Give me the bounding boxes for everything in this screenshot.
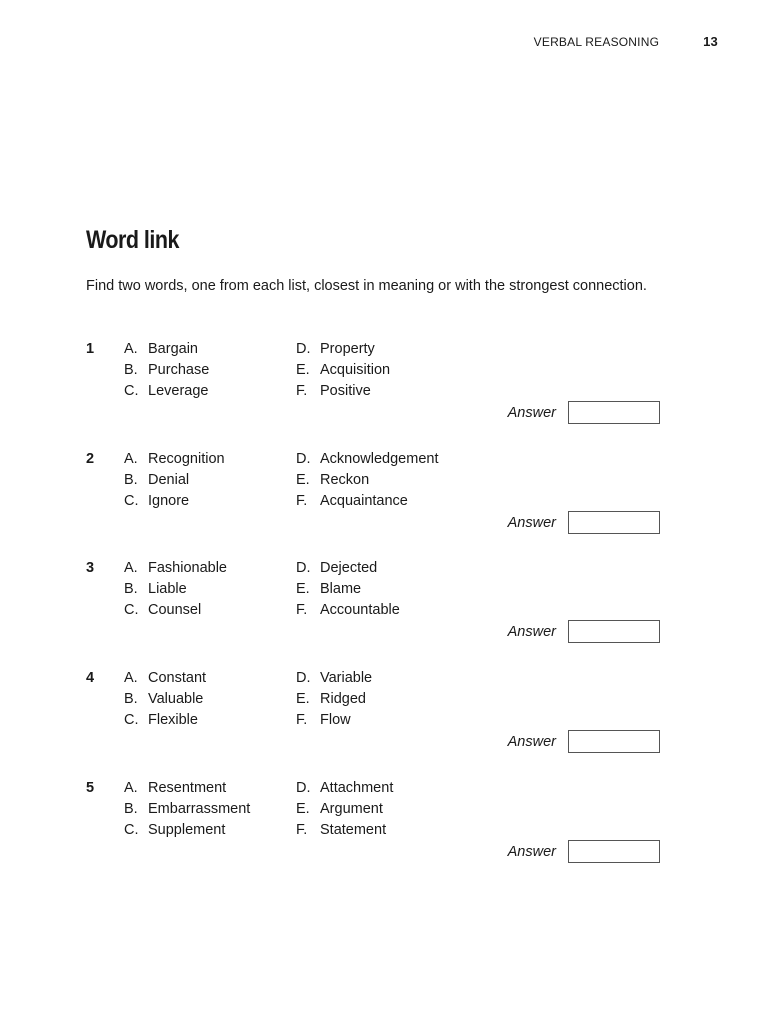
question-3 bbox=[86, 558, 660, 658]
option-letter: A. bbox=[124, 670, 138, 686]
question-2 bbox=[86, 449, 660, 549]
option-word: Resentment bbox=[148, 780, 227, 796]
option-letter: B. bbox=[124, 472, 138, 488]
option-d bbox=[296, 558, 400, 579]
option-letter: E. bbox=[296, 362, 310, 378]
answer-row bbox=[508, 620, 660, 643]
option-letter: A. bbox=[124, 451, 138, 467]
running-head bbox=[534, 34, 718, 49]
option-word: Argument bbox=[320, 801, 383, 817]
option-b bbox=[124, 689, 206, 710]
option-d bbox=[296, 668, 372, 689]
option-letter: D. bbox=[296, 341, 311, 357]
option-letter: B. bbox=[124, 362, 138, 378]
option-c bbox=[124, 710, 206, 731]
option-word: Ridged bbox=[320, 691, 366, 707]
answer-box[interactable] bbox=[568, 511, 660, 534]
option-list-left bbox=[124, 558, 227, 621]
answer-label: Answer bbox=[507, 404, 556, 421]
option-c bbox=[124, 820, 250, 841]
option-letter: F. bbox=[296, 383, 308, 399]
option-c bbox=[124, 600, 227, 621]
option-f bbox=[296, 600, 400, 621]
option-list-right bbox=[296, 668, 372, 731]
option-letter: E. bbox=[296, 472, 310, 488]
option-list-right bbox=[296, 778, 393, 841]
option-list-left bbox=[124, 778, 250, 841]
question-4 bbox=[86, 668, 660, 768]
option-d bbox=[296, 339, 390, 360]
option-letter: B. bbox=[124, 801, 138, 817]
question-number: 5 bbox=[86, 780, 95, 796]
option-b bbox=[124, 799, 250, 820]
option-letter: C. bbox=[124, 493, 139, 509]
answer-row bbox=[508, 730, 660, 753]
answer-box[interactable] bbox=[568, 620, 660, 643]
option-word: Purchase bbox=[148, 362, 210, 378]
option-word: Blame bbox=[320, 581, 362, 597]
option-b bbox=[124, 360, 209, 381]
answer-row bbox=[508, 840, 660, 863]
option-letter: A. bbox=[124, 560, 138, 576]
page-title: Word link bbox=[86, 226, 179, 254]
option-letter: E. bbox=[296, 581, 310, 597]
answer-label: Answer bbox=[507, 514, 556, 531]
option-word: Bargain bbox=[148, 341, 198, 357]
option-letter: E. bbox=[296, 801, 310, 817]
question-1 bbox=[86, 339, 660, 439]
option-e bbox=[296, 579, 400, 600]
option-letter: F. bbox=[296, 712, 308, 728]
option-word: Reckon bbox=[320, 472, 370, 488]
option-word: Fashionable bbox=[148, 560, 227, 576]
option-a bbox=[124, 668, 206, 689]
option-word: Counsel bbox=[148, 602, 202, 618]
instructions: Find two words, one from each list, closest in meaning or with the strongest connection. bbox=[86, 278, 647, 294]
answer-row bbox=[508, 401, 660, 424]
option-word: Supplement bbox=[148, 822, 226, 838]
option-word: Dejected bbox=[320, 560, 378, 576]
question-number: 4 bbox=[86, 670, 95, 686]
answer-label: Answer bbox=[507, 733, 556, 750]
option-word: Acquisition bbox=[320, 362, 391, 378]
option-word: Leverage bbox=[148, 383, 209, 399]
option-letter: D. bbox=[296, 670, 311, 686]
question-number: 1 bbox=[86, 341, 95, 357]
option-word: Denial bbox=[148, 472, 190, 488]
option-word: Acquaintance bbox=[320, 493, 408, 509]
option-f bbox=[296, 381, 390, 402]
option-b bbox=[124, 470, 225, 491]
question-number: 2 bbox=[86, 451, 95, 467]
option-e bbox=[296, 360, 390, 381]
option-list-right bbox=[296, 558, 400, 621]
option-b bbox=[124, 579, 227, 600]
option-e bbox=[296, 689, 372, 710]
option-a bbox=[124, 339, 209, 360]
option-word: Flow bbox=[320, 712, 351, 728]
option-letter: D. bbox=[296, 560, 311, 576]
option-word: Embarrassment bbox=[148, 801, 251, 817]
option-letter: F. bbox=[296, 493, 308, 509]
option-f bbox=[296, 710, 372, 731]
option-letter: B. bbox=[124, 581, 138, 597]
option-list-left bbox=[124, 449, 225, 512]
option-list-left bbox=[124, 339, 209, 402]
option-word: Variable bbox=[320, 670, 373, 686]
option-a bbox=[124, 778, 250, 799]
option-f bbox=[296, 491, 439, 512]
question-5 bbox=[86, 778, 660, 878]
option-d bbox=[296, 449, 439, 470]
page-number: 13 bbox=[703, 34, 718, 49]
option-c bbox=[124, 491, 225, 512]
option-list-left bbox=[124, 668, 206, 731]
option-letter: D. bbox=[296, 780, 311, 796]
option-letter: C. bbox=[124, 602, 139, 618]
option-c bbox=[124, 381, 209, 402]
section-title: VERBAL REASONING bbox=[533, 35, 660, 49]
option-word: Recognition bbox=[148, 451, 225, 467]
option-letter: A. bbox=[124, 341, 138, 357]
option-word: Valuable bbox=[148, 691, 204, 707]
option-e bbox=[296, 470, 439, 491]
option-word: Attachment bbox=[320, 780, 394, 796]
option-word: Property bbox=[320, 341, 375, 357]
answer-label: Answer bbox=[507, 623, 556, 640]
answer-box[interactable] bbox=[568, 730, 660, 753]
option-letter: C. bbox=[124, 712, 139, 728]
option-d bbox=[296, 778, 393, 799]
answer-label: Answer bbox=[507, 843, 556, 860]
answer-box[interactable] bbox=[568, 401, 660, 424]
option-letter: E. bbox=[296, 691, 310, 707]
option-word: Constant bbox=[148, 670, 207, 686]
option-list-right bbox=[296, 449, 439, 512]
option-letter: C. bbox=[124, 383, 139, 399]
option-letter: F. bbox=[296, 822, 308, 838]
option-list-right bbox=[296, 339, 390, 402]
option-word: Acknowledgement bbox=[320, 451, 439, 467]
option-letter: A. bbox=[124, 780, 138, 796]
option-word: Positive bbox=[320, 383, 371, 399]
option-word: Accountable bbox=[320, 602, 400, 618]
answer-row bbox=[508, 511, 660, 534]
option-word: Ignore bbox=[148, 493, 190, 509]
option-letter: B. bbox=[124, 691, 138, 707]
option-word: Liable bbox=[148, 581, 187, 597]
answer-box[interactable] bbox=[568, 840, 660, 863]
option-letter: F. bbox=[296, 602, 308, 618]
option-letter: D. bbox=[296, 451, 311, 467]
option-a bbox=[124, 449, 225, 470]
option-e bbox=[296, 799, 393, 820]
option-word: Statement bbox=[320, 822, 387, 838]
option-f bbox=[296, 820, 393, 841]
option-letter: C. bbox=[124, 822, 139, 838]
option-word: Flexible bbox=[148, 712, 198, 728]
question-number: 3 bbox=[86, 560, 95, 576]
option-a bbox=[124, 558, 227, 579]
